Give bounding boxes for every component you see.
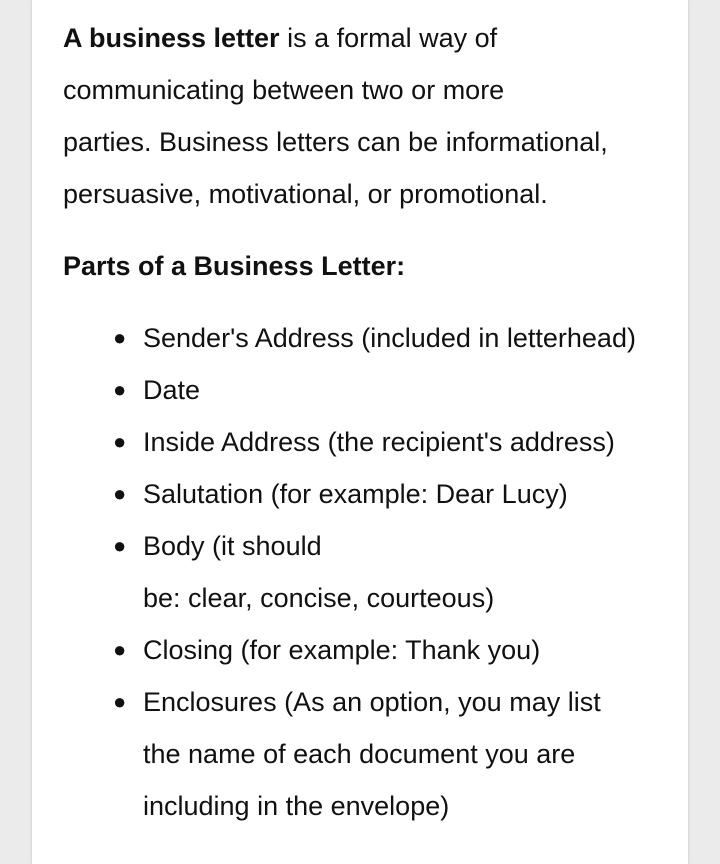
bullet-icon: ● [113,325,127,350]
list-item [63,468,683,520]
intro-text: is a formal way of communicating between two or more parties. Business letters can be informational, persuasive, motivational, or promotional. [63,23,608,209]
list-item-text: Date [143,375,201,405]
document-page [32,0,688,864]
list-item-text: Sender's Address (included in letterhead) [143,323,636,353]
bullet-icon: ● [113,377,127,402]
intro-term: A business letter [63,23,280,53]
list-item-text: Closing (for example: Thank you) [143,635,541,665]
intro-paragraph [63,12,683,220]
list-item [63,364,683,416]
bullet-icon: ● [113,429,127,454]
bullet-icon: ● [113,533,127,558]
list-item-text: Enclosures (As an option, you may list the name of each document you are including in the envelope) [143,687,601,821]
bullet-icon: ● [113,637,127,662]
list-item-text: Inside Address (the recipient's address) [143,427,615,457]
list-item-text: Salutation (for example: Dear Lucy) [143,479,568,509]
list-item [63,520,683,624]
bullet-icon: ● [113,481,127,506]
list-item-text: Body (it should be: clear, concise, courteous) [143,531,495,613]
parts-list [63,312,683,832]
list-item [63,676,683,832]
bullet-icon: ● [113,689,127,714]
list-item [63,416,683,468]
document-content [63,12,683,832]
list-item [63,624,683,676]
list-item [63,312,683,364]
section-heading: Parts of a Business Letter: [63,251,406,281]
